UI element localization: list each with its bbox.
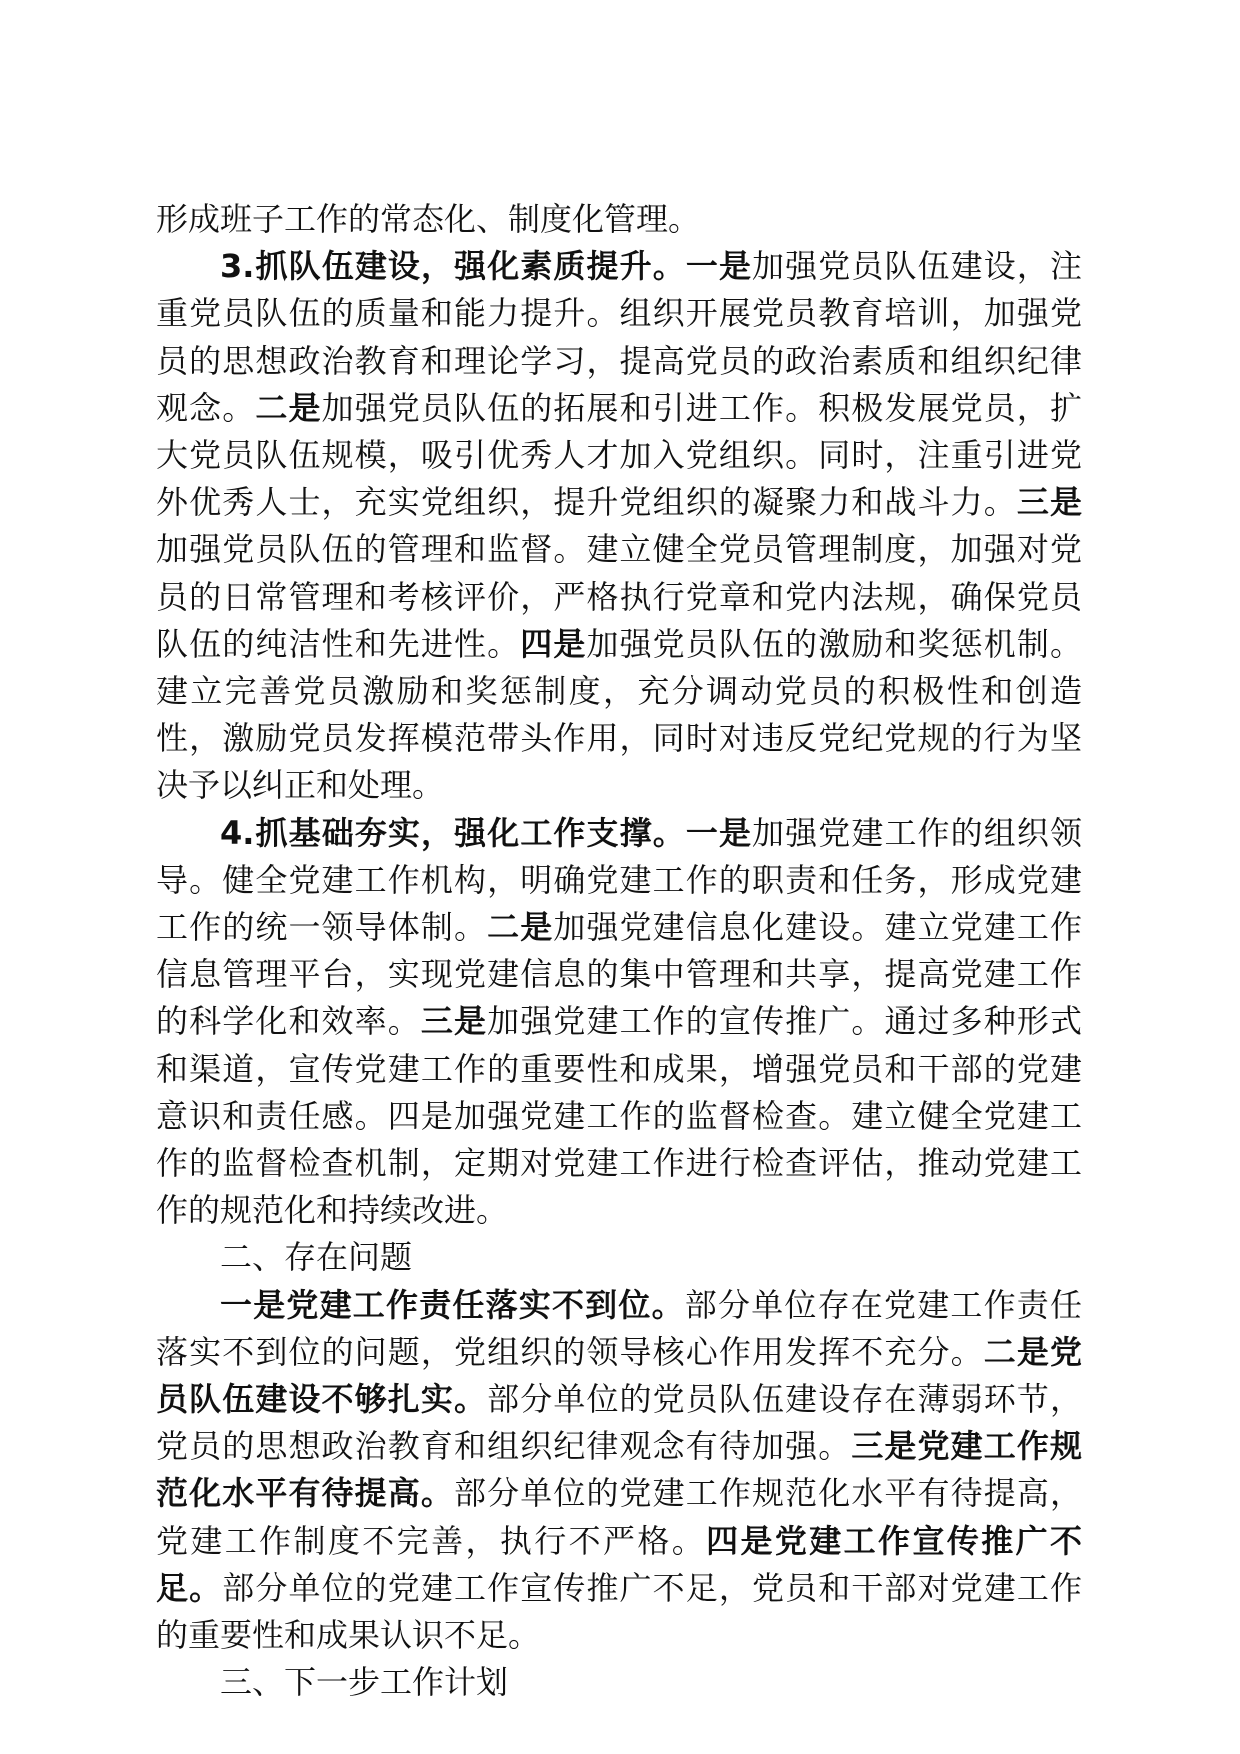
section-heading-4: 4.抓基础夯实，强化工作支撑。 xyxy=(220,813,686,852)
point-marker: 四是 xyxy=(520,624,587,663)
paragraph-foundation xyxy=(156,810,1082,1235)
section-heading-3: 3.抓队伍建设，强化素质提升。 xyxy=(220,247,686,286)
problem-heading: 三是党建工作规范化水平有待提高。 xyxy=(156,1427,1082,1513)
text-run: 部分单位的党员队伍建设存在薄弱环节，党员的思想政治教育和组织纪律观念有待加强。 xyxy=(156,1380,1082,1466)
point-marker: 一是 xyxy=(685,247,753,286)
section-title-problems xyxy=(156,1234,1082,1281)
point-marker: 三是 xyxy=(1016,483,1082,522)
text-run: 部分单位的党建工作宣传推广不足，党员和干部对党建工作的重要性和成果认识不足。 xyxy=(156,1568,1082,1655)
text-run: 形成班子工作的常态化、制度化管理。 xyxy=(156,200,701,238)
text-run: 部分单位的党建工作规范化水平有待提高，党建工作制度不完善，执行不严格。 xyxy=(156,1474,1082,1560)
text-run: 加强党建工作的宣传推广。通过多种形式和渠道，宣传党建工作的重要性和成果，增强党员和干部的党建意识和责任感。四是加强党建工作的监督检查。建立健全党建工作的监督检查机制，定期对党建工作进行检查评估，推动党建工作的规范化和持续改进。 xyxy=(156,1002,1082,1230)
section-title-next-steps xyxy=(156,1659,1082,1706)
point-marker: 一是 xyxy=(685,813,753,852)
text-run: 部分单位存在党建工作责任落实不到位的问题，党组织的领导核心作用发挥不充分。 xyxy=(156,1285,1082,1371)
point-marker: 二是 xyxy=(487,908,554,947)
point-marker: 三是 xyxy=(420,1002,488,1041)
text-run: 加强党建信息化建设。建立党建工作信息管理平台，实现党建信息的集中管理和共享，提高党建工作的科学化和效率。 xyxy=(156,908,1082,1041)
text-run: 加强党员队伍的激励和奖惩机制。建立完善党员激励和奖惩制度，充分调动党员的积极性和创造性，激励党员发挥模范带头作用，同时对违反党纪党规的行为坚决予以纠正和处理。 xyxy=(156,624,1082,805)
problem-heading: 二是党员队伍建设不够扎实。 xyxy=(156,1332,1082,1419)
text-run: 三、下一步工作计划 xyxy=(220,1663,509,1702)
text-run: 加强党建工作的组织领导。健全党建工作机构，明确党建工作的职责和任务，形成党建工作的统一领导体制。 xyxy=(156,813,1082,947)
document-body xyxy=(156,196,1082,1707)
text-run: 加强党员队伍的管理和监督。建立健全党员管理制度，加强对党员的日常管理和考核评价，严格执行党章和党内法规，确保党员队伍的纯洁性和先进性。 xyxy=(156,530,1082,663)
point-marker: 二是 xyxy=(255,388,322,427)
text-run: 加强党员队伍建设，注重党员队伍的质量和能力提升。组织开展党员教育培训，加强党员的思想政治教育和理论学习，提高党员的政治素质和组织纪律观念。 xyxy=(156,247,1082,427)
text-run: 二、存在问题 xyxy=(220,1238,413,1277)
text-run: 加强党员队伍的拓展和引进工作。积极发展党员，扩大党员队伍规模，吸引优秀人才加入党组织。同时，注重引进党外优秀人士，充实党组织，提升党组织的凝聚力和战斗力。 xyxy=(156,388,1082,522)
paragraph-team-building xyxy=(156,243,1082,809)
problem-heading: 一是党建工作责任落实不到位。 xyxy=(220,1285,685,1324)
paragraph-continuation xyxy=(156,196,1082,243)
paragraph-problems xyxy=(156,1282,1082,1660)
problem-heading: 四是党建工作宣传推广不足。 xyxy=(156,1521,1082,1607)
